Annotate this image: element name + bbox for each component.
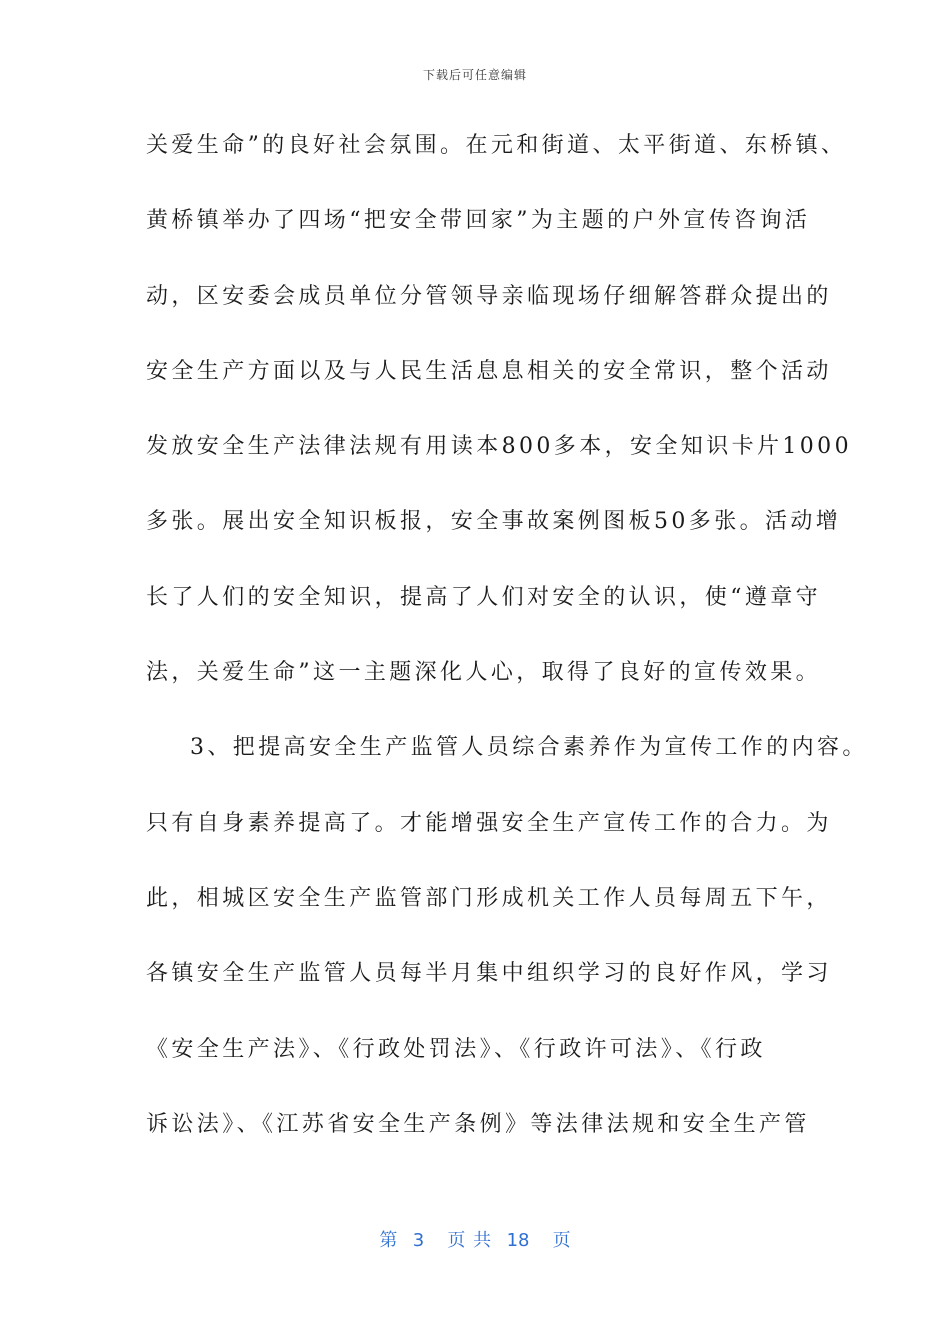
page-number-footer: 第 3 页 共 18 页 xyxy=(379,1230,571,1251)
body-line: 长了人们的安全知识，提高了人们对安全的认识，使“遵章守 xyxy=(146,584,822,610)
page-header-note: 下载后可任意编辑 xyxy=(422,68,527,82)
document-body xyxy=(146,124,868,1178)
section-heading-line: 3、把提高安全生产监管人员综合素养作为宣传工作的内容。 xyxy=(190,735,868,761)
body-line: 黄桥镇举办了四场“把安全带回家”为主题的户外宣传咨询活 xyxy=(146,208,811,234)
body-line: 各镇安全生产监管人员每半月集中组织学习的良好作风，学习 xyxy=(146,961,832,987)
body-line: 此，相城区安全生产监管部门形成机关工作人员每周五下午， xyxy=(146,885,832,911)
body-line: 动，区安委会成员单位分管领导亲临现场仔细解答群众提出的 xyxy=(146,283,832,309)
body-line: 安全生产方面以及与人民生活息息相关的安全常识，整个活动 xyxy=(146,358,832,384)
body-line: 只有自身素养提高了。才能增强安全生产宣传工作的合力。为 xyxy=(146,810,832,836)
body-line: 法，关爱生命”这一主题深化人心，取得了良好的宣传效果。 xyxy=(146,660,822,686)
body-line: 《安全生产法》、《行政处罚法》、《行政许可法》、《行政 xyxy=(146,1036,766,1062)
body-line: 诉讼法》、《江苏省安全生产条例》等法律法规和安全生产管 xyxy=(146,1111,810,1137)
body-line: 关爱生命”的良好社会氛围。在元和街道、太平街道、东桥镇、 xyxy=(146,133,847,158)
body-line: 多张。展出安全知识板报，安全事故案例图板50多张。活动增 xyxy=(146,509,842,535)
body-line: 发放安全生产法律法规有用读本800多本，安全知识卡片1000 xyxy=(146,434,852,460)
